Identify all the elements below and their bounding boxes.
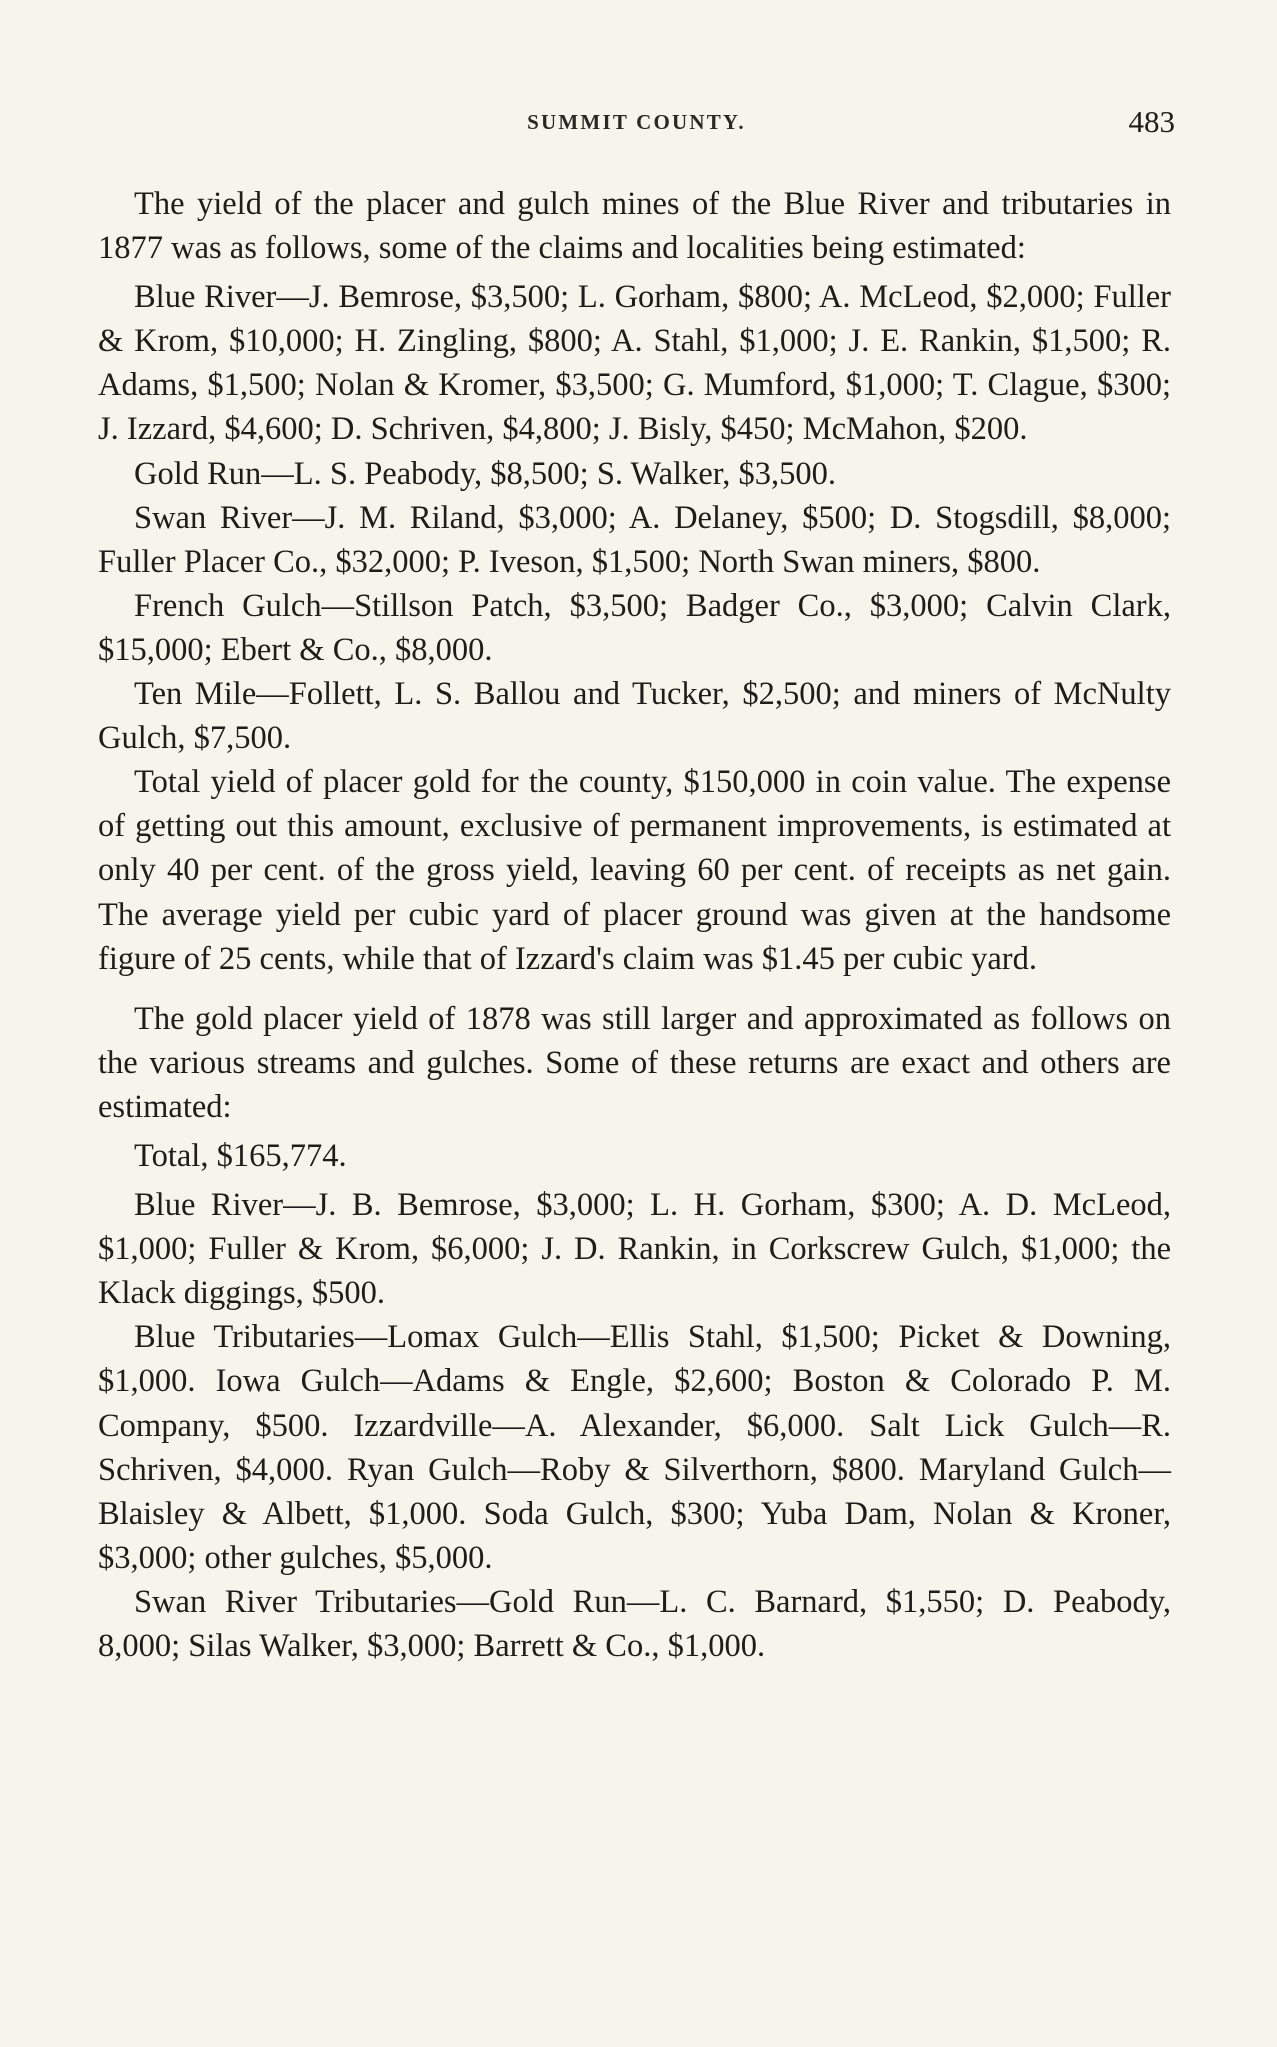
- paragraph-gold-run-1877: Gold Run—L. S. Peabody, $8,500; S. Walker, $3,500.: [134, 455, 837, 492]
- paragraph-blue-tributaries-1878: Blue Tributaries—Lomax Gulch—Ellis Stahl, $1,500; Picket & Downing, $1,000. Iowa Gulch—Adams & Engle, $2,600; Boston & Colorado P. M. Company, $500. Izzardville—A. Alexander, $6,000. Salt Lick Gulch—R. Schriven, $4,000. Ryan Gulch—Roby & Silverthorn, $800. Maryland Gulch—Blaisley & Albett, $1,000. Soda Gulch, $300; Yuba Dam, Nolan & Kroner, $3,000; other gulches, $5,000.: [98, 1319, 1171, 1576]
- paragraph-intro-1877: The yield of the placer and gulch mines of the Blue River and tributaries in 1877 was as follows, some of the claims and localities being estimated:: [98, 186, 1171, 267]
- paragraph-blue-river-1878: Blue River—J. B. Bemrose, $3,000; L. H. Gorham, $300; A. D. McLeod, $1,000; Fuller & Krom, $6,000; J. D. Rankin, in Corkscrew Gulch, $1,000; the Klack diggings, $500.: [98, 1187, 1171, 1312]
- body-text: [98, 182, 1171, 1668]
- running-head: SUMMIT COUNTY.: [527, 110, 746, 134]
- paragraph-blue-river-1877: Blue River—J. Bemrose, $3,500; L. Gorham, $800; A. McLeod, $2,000; Fuller & Krom, $10,000; H. Zingling, $800; A. Stahl, $1,000; J. E. Rankin, $1,500; R. Adams, $1,500; Nolan & Kromer, $3,500; G. Mumford, $1,000; T. Clague, $300; J. Izzard, $4,600; D. Schriven, $4,800; J. Bisly, $450; McMahon, $200.: [98, 279, 1171, 448]
- page-number: 483: [1128, 104, 1175, 139]
- paragraph-french-gulch-1877: French Gulch—Stillson Patch, $3,500; Badger Co., $3,000; Calvin Clark, $15,000; Ebert & Co., $8,000.: [98, 587, 1171, 668]
- paragraph-ten-mile-1877: Ten Mile—Follett, L. S. Ballou and Tucker, $2,500; and miners of McNulty Gulch, $7,500.: [98, 676, 1171, 757]
- paragraph-swan-river-tributaries-1878: Swan River Tributaries—Gold Run—L. C. Barnard, $1,550; D. Peabody, 8,000; Silas Walker, $3,000; Barrett & Co., $1,000.: [98, 1583, 1171, 1664]
- page-header: [98, 104, 1175, 144]
- paragraph-total-1877: Total yield of placer gold for the county, $150,000 in coin value. The expense of getting out this amount, exclusive of permanent improvements, is estimated at only 40 per cent. of the gross yield, leaving 60 per cent. of receipts as net gain. The average yield per cubic yard of placer ground was given at the handsome figure of 25 cents, while that of Izzard's claim was $1.45 per cubic yard.: [98, 764, 1171, 977]
- paragraph-intro-1878: The gold placer yield of 1878 was still larger and approximated as follows on the various streams and gulches. Some of these returns are exact and others are estimated:: [98, 1000, 1171, 1125]
- paragraph-swan-river-1877: Swan River—J. M. Riland, $3,000; A. Delaney, $500; D. Stogsdill, $8,000; Fuller Placer Co., $32,000; P. Iveson, $1,500; North Swan miners, $800.: [98, 499, 1171, 580]
- paragraph-total-1878: Total, $165,774.: [134, 1137, 347, 1174]
